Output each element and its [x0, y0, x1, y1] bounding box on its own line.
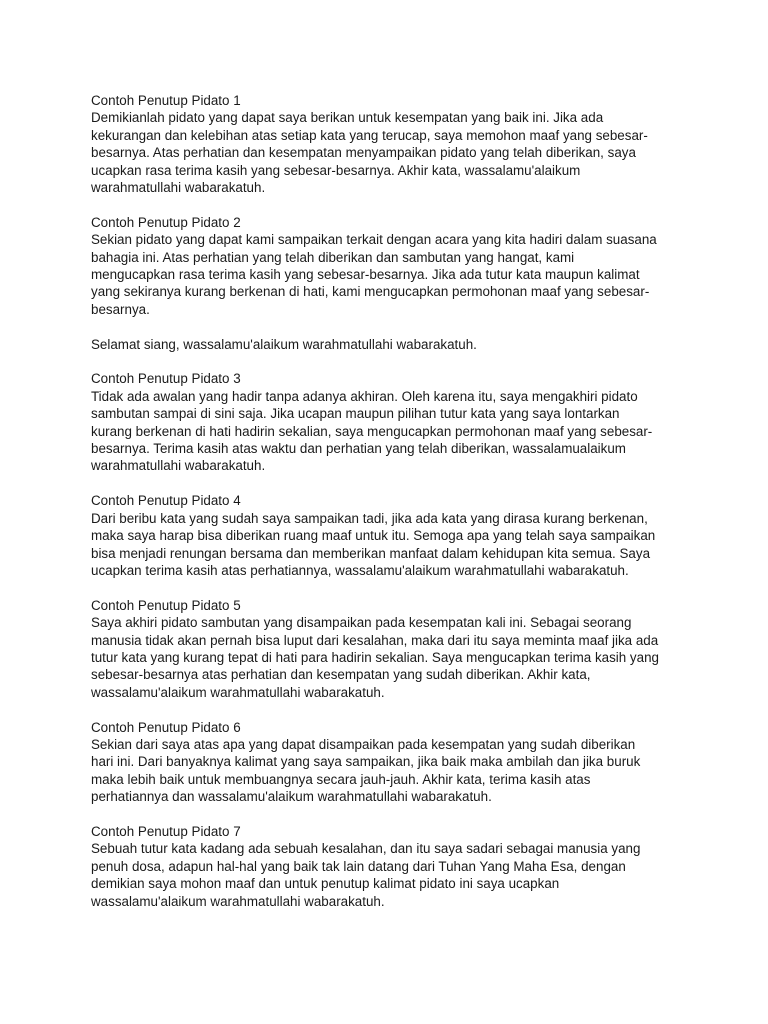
section-title: Contoh Penutup Pidato 3: [91, 371, 241, 387]
section-title: Contoh Penutup Pidato 7: [91, 823, 241, 839]
section-paragraph-greeting: Selamat siang, wassalamu'alaikum warahmatullahi wabarakatuh.: [91, 336, 477, 352]
section-penutup-4: [91, 492, 691, 579]
section-paragraph: Sebuah tutur kata kadang ada sebuah kesalahan, dan itu saya sadari sebagai manusia yang penuh dosa, adapun hal-hal yang baik tak lain datang dari Tuhan Yang Maha Esa, dengan demikian saya mohon maaf dan untuk penutup kalimat pidato ini saya ucapkan wassalamu'alaikum warahmatullahi wabarakatuh.: [91, 841, 641, 909]
section-penutup-5: [91, 597, 691, 701]
section-paragraph: Tidak ada awalan yang hadir tanpa adanya akhiran. Oleh karena itu, saya mengakhiri pidato sambutan sampai di sini saja. Jika ucapan maupun pilihan tutur kata yang saya lontarkan kurang berkenan di hati hadirin sekalian, saya mengucapkan permohonan maaf yang sebesar- besarnya. Terima kasih atas waktu dan perhatian yang telah diberikan, wassalamualaikum warahmatullahi wabarakatuh.: [91, 388, 653, 474]
section-title: Contoh Penutup Pidato 5: [91, 597, 241, 613]
section-paragraph: Dari beribu kata yang sudah saya sampaikan tadi, jika ada kata yang dirasa kurang berkenan, maka saya harap bisa diberikan ruang maaf untuk itu. Semoga apa yang telah saya sampaikan bisa menjadi renungan bersama dan memberikan manfaat dalam kehidupan kita semua. Saya ucapkan terima kasih atas perhatiannya, wassalamu'alaikum warahmatullahi wabarakatuh.: [91, 510, 656, 578]
section-penutup-2: [91, 214, 691, 353]
section-penutup-3: [91, 370, 691, 474]
section-penutup-7: [91, 823, 691, 910]
section-paragraph: Saya akhiri pidato sambutan yang disampaikan pada kesempatan kali ini. Sebagai seorang manusia tidak akan pernah bisa luput dari kesalahan, maka dari itu saya meminta maaf jika ada tutur kata yang kurang tepat di hati para hadirin sekalian. Saya mengucapkan terima kasih yang sebesar-besarnya atas perhatian dan kesempatan yang sudah diberikan. Akhir kata, wassalamu'alaikum warahmatullahi wabarakatuh.: [91, 615, 659, 700]
section-title: Contoh Penutup Pidato 2: [91, 214, 241, 230]
document-page: [91, 92, 691, 927]
section-paragraph: Sekian pidato yang dapat kami sampaikan terkait dengan acara yang kita hadiri dalam suasana bahagia ini. Atas perhatian yang telah diberikan dan sambutan yang hangat, kami mengucapkan rasa terima kasih yang sebesar-besarnya. Jika ada tutur kata maupun kalimat yang sekiranya kurang berkenan di hati, kami mengucapkan permohonan maaf yang sebesar- besarnya.: [91, 232, 657, 317]
section-title: Contoh Penutup Pidato 6: [91, 719, 241, 735]
section-title: Contoh Penutup Pidato 1: [91, 93, 241, 108]
section-title: Contoh Penutup Pidato 4: [91, 493, 241, 509]
section-penutup-1: [91, 92, 691, 196]
section-paragraph: Demikianlah pidato yang dapat saya berikan untuk kesempatan yang baik ini. Jika ada kekurangan dan kelebihan atas setiap kata yang terucap, saya memohon maaf yang sebesar- besarnya. Atas perhatian dan kesempatan menyampaikan pidato yang telah diberikan, saya ucapkan rasa terima kasih yang sebesar-besarnya. Akhir kata, wassalamu'alaikum warahmatullahi wabarakatuh.: [91, 110, 648, 196]
section-paragraph: Sekian dari saya atas apa yang dapat disampaikan pada kesempatan yang sudah diberikan hari ini. Dari banyaknya kalimat yang saya sampaikan, jika baik maka ambilah dan jika buruk maka lebih baik untuk membuangnya secara jauh-jauh. Akhir kata, terima kasih atas perhatiannya dan wassalamu'alaikum warahmatullahi wabarakatuh.: [91, 736, 641, 805]
section-penutup-6: [91, 719, 691, 806]
